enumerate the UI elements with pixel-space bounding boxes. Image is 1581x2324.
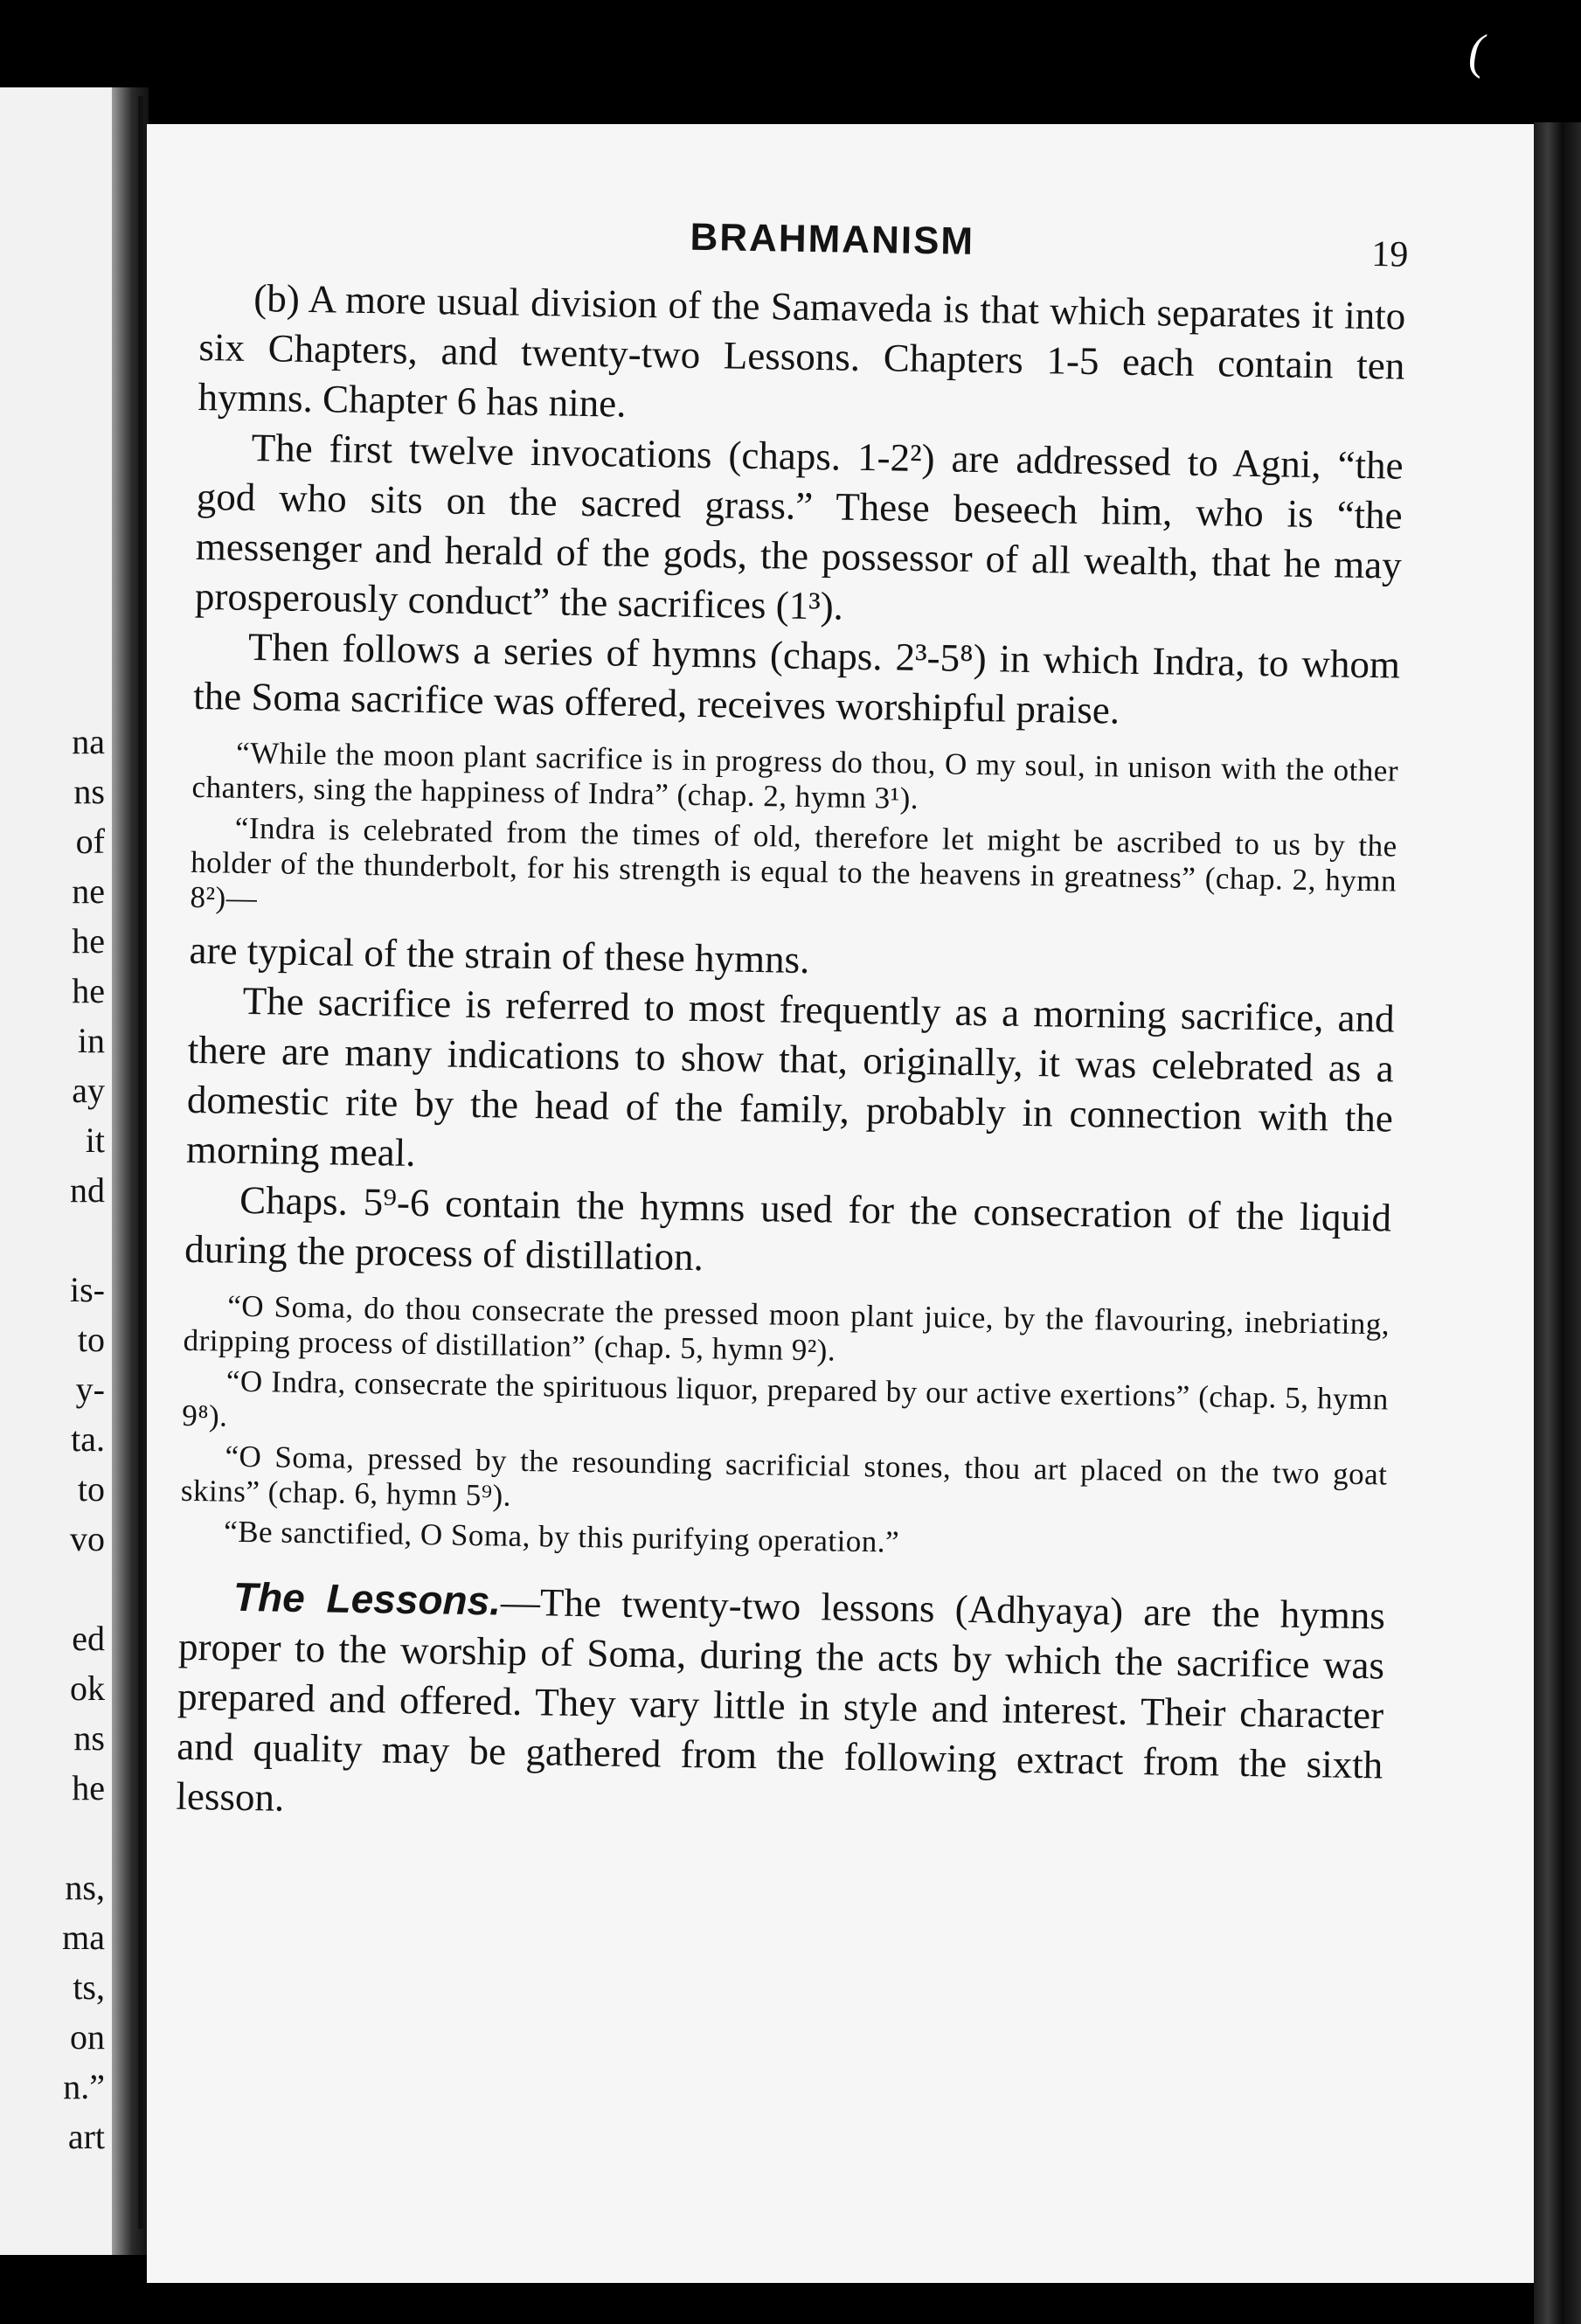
facing-page-fragment: in: [77, 1021, 105, 1060]
facing-page-fragment: na: [72, 722, 105, 761]
paragraph-samaveda-division: (b) A more usual division of the Samaveda is that which separates it into six Chapters, and twenty-two Lessons. Chapters 1-5 each contain ten hymns. Chapter 6 has nine.: [198, 275, 1406, 426]
facing-page-fragment: ne: [72, 871, 105, 911]
facing-page-fragment: art: [67, 2117, 105, 2156]
facing-page-fragment: of: [75, 822, 105, 861]
page-content: [176, 208, 1407, 1840]
facing-page-fragment: ns,: [65, 1868, 105, 1907]
paragraph-agni-invocations: The first twelve invocations (chaps. 1-2²) are addressed to Agni, “the god who sits on the sacred grass.” These beseech him, who is “the messenger and herald of the gods, the possessor of all wealth, that he may prosperously conduct” the sacrifices (1³).: [194, 425, 1404, 628]
facing-page-fragment: [0, 1813, 114, 1863]
facing-page-fragment: to: [77, 1469, 105, 1509]
facing-page-fragment: ns: [73, 772, 105, 811]
facing-page-text-fragments: [0, 717, 114, 2161]
book-page: [147, 124, 1534, 2283]
paragraph-indra-hymns: Then follows a series of hymns (chaps. 2³-5⁸) in which Indra, to whom the Soma sacrifice was offered, receives worshipful praise.: [192, 624, 1401, 732]
paragraph-the-lessons: [176, 1571, 1385, 1841]
facing-page-fragment: it: [85, 1120, 105, 1160]
paragraph-morning-sacrifice: The sacrifice is referred to most frequently as a morning sacrifice, and there are many indications to show that, originally, it was celebrated as a domestic rite by the head of the family, probably in connection with the morning meal.: [185, 978, 1395, 1175]
facing-page-fragment: nd: [70, 1170, 105, 1210]
facing-page-fragment: n.”: [63, 2067, 105, 2106]
quote-soma-consecrate: “O Soma, do thou consecrate the pressed moon plant juice, by the flavouring, inebriating, dripping process of distillation” (chap. 5, hymn 9²).: [183, 1288, 1390, 1368]
quote-indra-liquor: “O Indra, consecrate the spirituous liquor, prepared by our active exertions” (chap. 5, hymn 9⁸).: [181, 1363, 1390, 1433]
facing-page-fragment: on: [70, 2017, 105, 2057]
facing-page-fragment: to: [77, 1320, 105, 1359]
facing-page-fragment: ns: [73, 1718, 105, 1758]
quote-be-sanctified: “Be sanctified, O Soma, by this purifying operation.”: [223, 1514, 900, 1559]
facing-page-fragment: [0, 1564, 114, 1613]
quote-block-indra: [190, 735, 1398, 934]
facing-page-fragment: he: [72, 971, 105, 1010]
facing-page-fragment: ma: [62, 1918, 105, 1957]
book-fore-edge: [1534, 122, 1581, 2324]
quote-moon-plant: “While the moon plant sacrifice is in progress do thou, O my soul, in unison with the other chanters, sing the happiness of Indra” (chap. 2, hymn 3¹).: [191, 735, 1399, 815]
section-text-lessons: —The twenty-two lessons (Adhyaya) are the hymns proper to the worship of Soma, during the acts by which the sacrifice was prepared and offered. They vary little in style and interest. Their character and quality may be gathered from the following extract from the sixth lesson.: [176, 1579, 1386, 1820]
gutter-line: [138, 96, 143, 2229]
facing-page-fragment: ta.: [71, 1419, 105, 1459]
facing-page-fragment: he: [72, 1768, 105, 1807]
facing-page-fragment: vo: [70, 1519, 105, 1558]
facing-page-fragment: ay: [72, 1071, 105, 1110]
corner-mark: (: [1468, 25, 1485, 80]
quote-block-soma: [180, 1288, 1390, 1568]
facing-page-fragment: he: [72, 921, 105, 961]
facing-page-fragment: [0, 1215, 114, 1265]
section-heading-lessons: The Lessons.: [232, 1573, 502, 1624]
paragraph-consecration: Chaps. 5⁹-6 contain the hymns used for the consecration of the liquid during the process of distillation.: [184, 1177, 1392, 1280]
facing-page-fragment: ed: [72, 1619, 105, 1658]
paragraph-typical-strain: are typical of the strain of these hymns.: [189, 927, 810, 982]
facing-page-edge: [0, 87, 114, 2255]
facing-page-fragment: y-: [75, 1370, 105, 1409]
quote-soma-pressed: “O Soma, pressed by the resounding sacrificial stones, thou art placed on the two goat skins” (chap. 6, hymn 5⁹).: [180, 1439, 1388, 1513]
quote-indra-celebrated: “Indra is celebrated from the times of old, therefore let might be ascribed to us by the holder of the thunderbolt, for his strength is equal to the heavens in greatness” (chap. 2, hymn 8²)—: [190, 810, 1398, 916]
page-number: 19: [1370, 234, 1409, 275]
running-title: BRAHMANISM: [690, 215, 975, 263]
facing-page-fragment: ts,: [73, 1967, 105, 2007]
facing-page-fragment: ok: [70, 1668, 105, 1708]
facing-page-fragment: is-: [70, 1270, 105, 1309]
